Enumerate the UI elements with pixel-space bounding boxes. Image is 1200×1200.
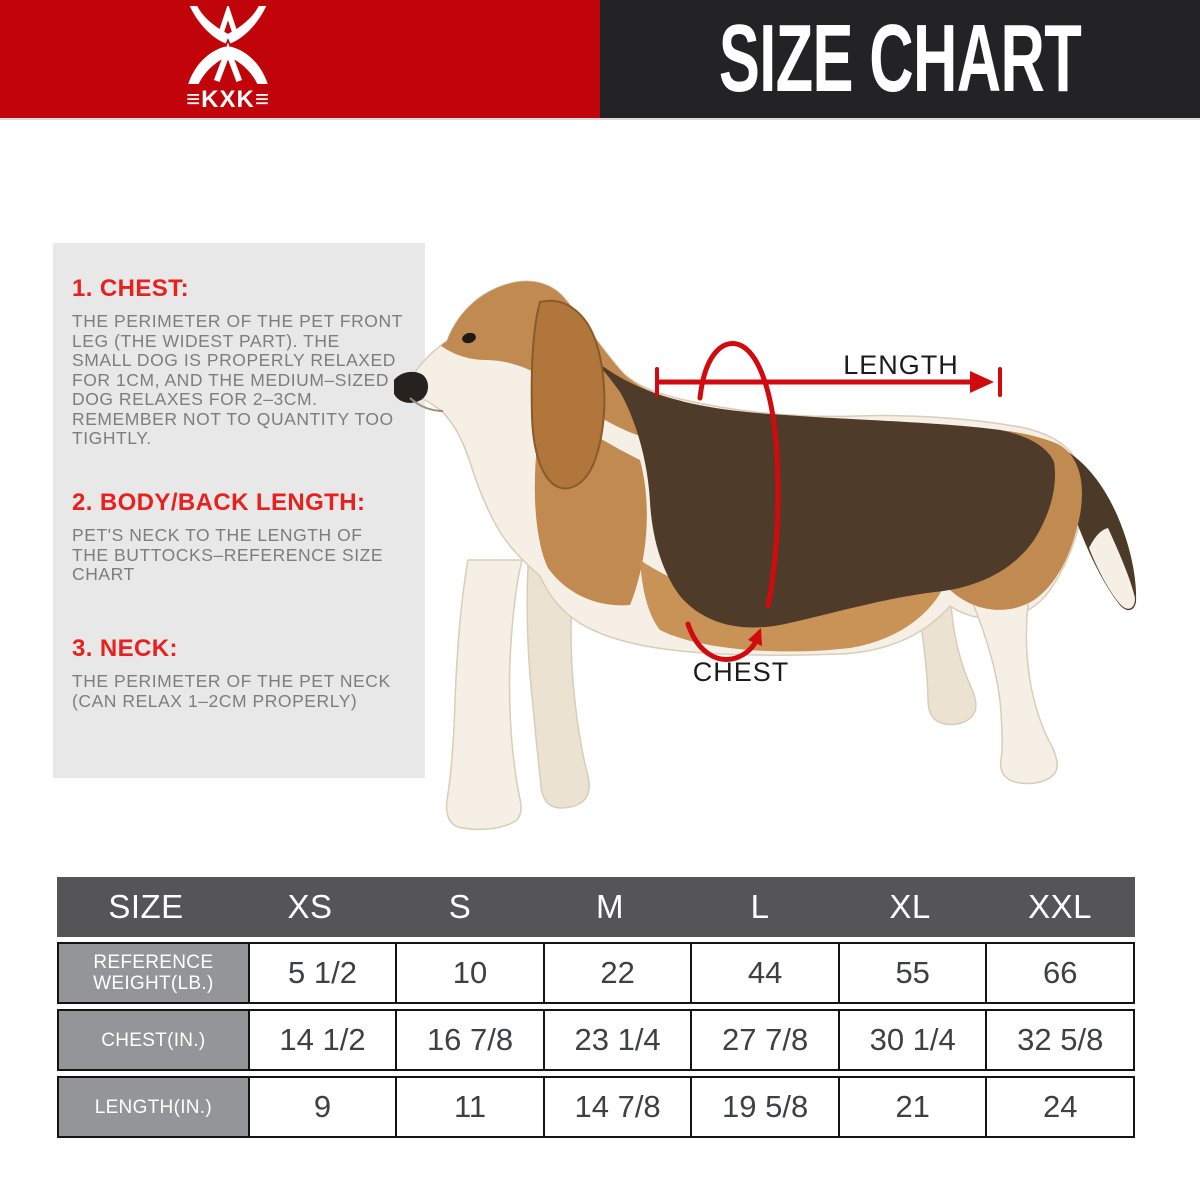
table-cell: 32 5/8 (985, 1011, 1133, 1069)
instruction-heading: 2. BODY/BACK LENGTH: (72, 489, 366, 516)
table-cell: 5 1/2 (248, 944, 396, 1002)
table-cell: 11 (395, 1078, 543, 1136)
header-dark-band (600, 0, 1200, 118)
table-cell: 22 (543, 944, 691, 1002)
instruction-heading: 1. CHEST: (72, 275, 189, 302)
table-cell: 19 5/8 (690, 1078, 838, 1136)
instruction-body: PET'S NECK TO THE LENGTH OF THE BUTTOCKS–REFERENCE SIZE CHART (72, 525, 384, 584)
table-cell: 66 (985, 944, 1133, 1002)
instruction-section-length (72, 489, 412, 585)
size-table (57, 877, 1135, 1138)
brand-logo (173, 6, 283, 114)
dog-ear (532, 301, 605, 489)
instruction-body: THE PERIMETER OF THE PET NECK (CAN RELAX 1–2CM PROPERLY) (72, 671, 391, 711)
size-table-header-row (57, 877, 1135, 937)
table-cell: 44 (690, 944, 838, 1002)
row-label: REFERENCE WEIGHT(LB.) (59, 944, 248, 1002)
column-header: XS (287, 888, 333, 925)
row-label: LENGTH(IN.) (59, 1078, 248, 1136)
header (0, 0, 1200, 118)
table-cell: 14 7/8 (543, 1078, 691, 1136)
header-red-band (0, 0, 600, 118)
column-header: SIZE (108, 888, 184, 925)
table-row-length (57, 1076, 1135, 1138)
table-row-chest (57, 1009, 1135, 1071)
table-cell: 16 7/8 (395, 1011, 543, 1069)
dog-illustration (394, 280, 1136, 829)
column-header: S (448, 888, 472, 925)
brand-logo-text: ≡KXK≡ (186, 86, 270, 113)
instruction-body: THE PERIMETER OF THE PET FRONT LEG (THE WIDEST PART). THE SMALL DOG IS PROPERLY RELAXED FOR 1CM, AND THE MEDIUM–SIZED DOG RELAXES FOR 2–3CM. REMEMBER NOT TO QUANTITY TOO TIGHTLY. (72, 311, 403, 448)
instructions-panel (53, 243, 425, 778)
column-header: L (750, 888, 770, 925)
table-cell: 27 7/8 (690, 1011, 838, 1069)
table-row-weight (57, 942, 1135, 1004)
chest-label: CHEST (692, 657, 790, 687)
table-cell: 10 (395, 944, 543, 1002)
table-cell: 55 (838, 944, 986, 1002)
kxk-emblem-icon (175, 6, 281, 84)
row-label: CHEST(IN.) (59, 1011, 248, 1069)
table-cell: 24 (985, 1078, 1133, 1136)
page-title: SIZE CHART (718, 5, 1082, 112)
instruction-heading: 3. NECK: (72, 635, 178, 662)
instruction-section-neck (72, 635, 412, 711)
table-cell: 21 (838, 1078, 986, 1136)
header-underline (0, 118, 1200, 120)
length-label: LENGTH (843, 350, 959, 380)
instruction-section-chest (72, 275, 412, 449)
table-cell: 23 1/4 (543, 1011, 691, 1069)
length-arrowhead (970, 371, 994, 393)
dog-near-front-leg (447, 560, 522, 829)
table-cell: 14 1/2 (248, 1011, 396, 1069)
column-header: M (596, 888, 624, 925)
dog-measurement-diagram (390, 255, 1170, 875)
table-cell: 9 (248, 1078, 396, 1136)
table-cell: 30 1/4 (838, 1011, 986, 1069)
column-header: XL (889, 888, 931, 925)
column-header: XXL (1028, 888, 1092, 925)
